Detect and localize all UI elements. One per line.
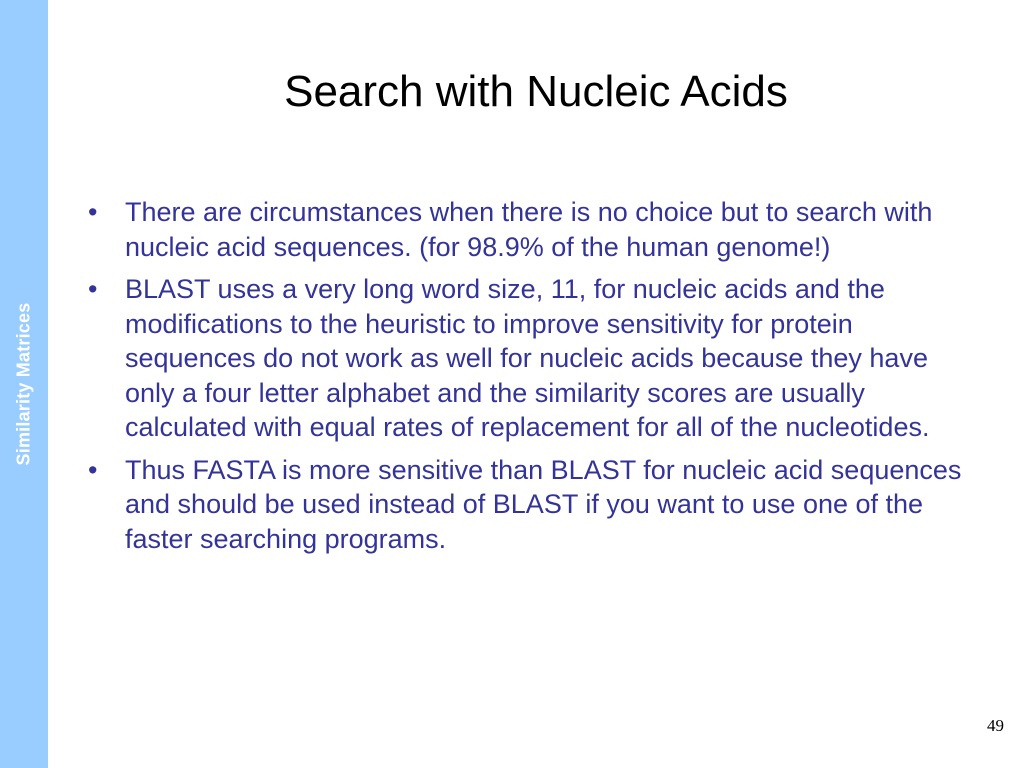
bullet-item <box>84 453 984 557</box>
sidebar-section-label: Similarity Matrices <box>13 302 34 466</box>
bullet-marker: • <box>88 274 98 304</box>
bullet-text: BLAST uses a very long word size, 11, for nucleic acids and the modifications to the heuristic to improve sensitivity for protein sequences do not work as well for nucleic acids because they have only a four letter alphabet and the similarity scores are usually calculated with equal rates of replacement for all of the nucleotides. <box>125 274 930 442</box>
sidebar-band <box>0 0 48 768</box>
bullet-marker: • <box>88 454 98 485</box>
bullet-marker: • <box>88 197 98 227</box>
bullet-item <box>84 272 984 445</box>
page-number: 49 <box>987 716 1004 735</box>
bullet-list <box>84 195 984 564</box>
bullet-text: There are circumstances when there is no choice but to search with nucleic acid sequences. (for 98.9% of the human genome!) <box>125 197 933 262</box>
slide-title: Search with Nucleic Acids <box>284 67 788 116</box>
bullet-text: Thus FASTA is more sensitive than BLAST for nucleic acid sequences and should be used instead of BLAST if you want to use one of the faster searching programs. <box>125 454 962 554</box>
bullet-item <box>84 195 984 264</box>
